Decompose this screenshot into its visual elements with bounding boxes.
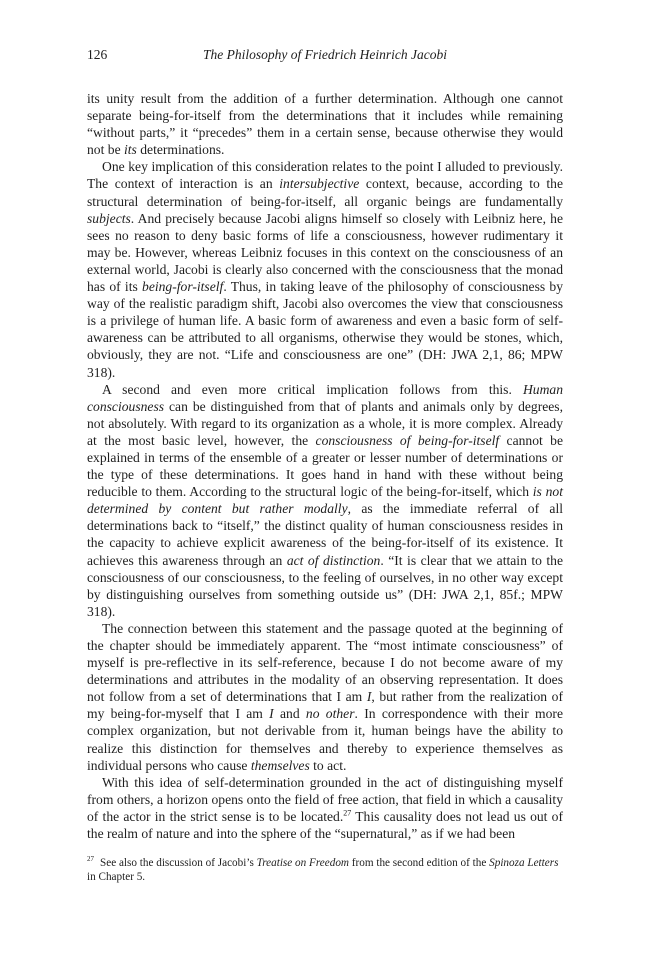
italic-text: Spinoza Letters [489, 857, 559, 869]
main-text [87, 90, 563, 842]
text-run: cannot be explained in terms of the ensemble of a greater or lesser number of determinations or the type of these determinations. It goes hand in hand with these without being reducible to them. According to the structural logic of the being-for-itself, which [87, 432, 563, 500]
text-run: . In correspondence with their more complex organization, but not derivable from it, human beings have the ability to realize this distinction for themselves and thereby to experience themselves as individual persons who cause [87, 706, 563, 773]
italic-text: consciousness of being-for-itself [315, 432, 500, 448]
footnote [87, 856, 563, 884]
paragraph [87, 90, 563, 158]
text-run: A second and even more critical implication follows from this. [102, 381, 523, 397]
text-run: One key implication of this consideration relates to the point I alluded to previously. The context of interaction is an [87, 159, 563, 192]
italic-text: intersubjective [279, 176, 360, 192]
text-run: This causality does not lead us out of the realm of nature and into the sphere of the “supernatural,” as if we had been [87, 808, 563, 842]
paragraph [87, 620, 563, 774]
italic-text: act of distinction [286, 552, 381, 568]
text-run: its unity result from the addition of a further determination. Although one cannot separate being-for-itself from the determinations that it includes while remaining “without parts,” it “precedes” them in a certain sense, because otherwise they would not be [87, 91, 563, 158]
italic-text: themselves [250, 757, 310, 773]
text-run: context, because, according to the structural determination of being-for-itself, all organic beings are fundamentally [87, 176, 564, 209]
text-run: to act. [309, 757, 347, 773]
paragraph [87, 381, 563, 620]
text-run: . Thus, in taking leave of the philosophy of consciousness by way of the realistic paradigm shift, Jacobi also overcomes the view that consciousness is a privilege of human life. A basic form of awareness and even a basic form of self-awareness can be attributed to all organisms, otherwise they would be stones, which, obviously, they are not. “Life and consciousness are one” (DH: JWA 2,1, 86; MPW 318). [87, 279, 564, 380]
text-run: . And precisely because Jacobi aligns himself so closely with Leibniz here, he sees no reason to deny basic forms of life a consciousness, however rudimentary it may be. However, whereas Leibniz focuses in this context on the consciousness of an external world, Jacobi is clearly also concerned with the consciousness that the monad has of its [87, 210, 563, 295]
italic-text: subjects [87, 210, 131, 226]
text-run: and [273, 706, 306, 722]
text-run: in Chapter 5. [87, 871, 146, 883]
footnote-number: 27 [87, 855, 94, 864]
italic-text: no other [305, 706, 355, 722]
italic-text: is not determined by content but rather modally [87, 484, 563, 517]
footnote-reference: 27 [343, 808, 352, 818]
italic-text: I [366, 689, 372, 705]
italic-text: Treatise on Freedom [256, 857, 349, 869]
text-run: With this idea of self-determination grounded in the act of distinguishing myself from others, a horizon opens onto the field of free action, that field in which a causality of the actor in the strict sense is to be located. [87, 774, 563, 824]
text-run: See also the discussion of Jacobi’s [100, 857, 257, 869]
page-number: 126 [87, 47, 108, 62]
footnote-text [87, 857, 558, 883]
running-title: The Philosophy of Friedrich Heinrich Jacobi [202, 47, 448, 62]
text-run: from the second edition of the [349, 857, 490, 869]
text-run: can be distinguished from that of plants and animals only by degrees, not absolutely. With regard to its organization as a whole, it is more complex. Already at the most basic level, however, the [87, 398, 563, 448]
text-run: determinations. [136, 142, 225, 158]
running-header [87, 47, 563, 65]
italic-text: being-for-itself [142, 279, 224, 295]
paragraph [87, 158, 563, 380]
italic-text: its [124, 142, 137, 158]
text-run: The connection between this statement and the passage quoted at the beginning of the chapter should be immediately apparent. The “most intimate consciousness” of myself is pre-reflective in its self-reference, because I do not become aware of my determinations and attributes in the modality of an observing representation. It does not follow from a set of determinations that I am [87, 620, 563, 705]
paragraph [87, 774, 563, 842]
text-run: , but rather from the realization of my being-for-myself that I am [87, 689, 563, 722]
text-run: . “It is clear that we attain to the consciousness of our consciousness, to the feeling of ourselves, in no other way except by distinguishing ourselves from something outside us” (DH: JWA 2,1, 85f.; MPW 318). [87, 552, 564, 619]
italic-text: Human consciousness [87, 381, 563, 414]
text-run: , as the immediate referral of all determinations back to “itself,” the distinct quality of human consciousness resides in the capacity to achieve explicit awareness of the being-for-itself of its existence. It achieves this awareness through an [87, 501, 563, 568]
italic-text: I [269, 706, 274, 722]
